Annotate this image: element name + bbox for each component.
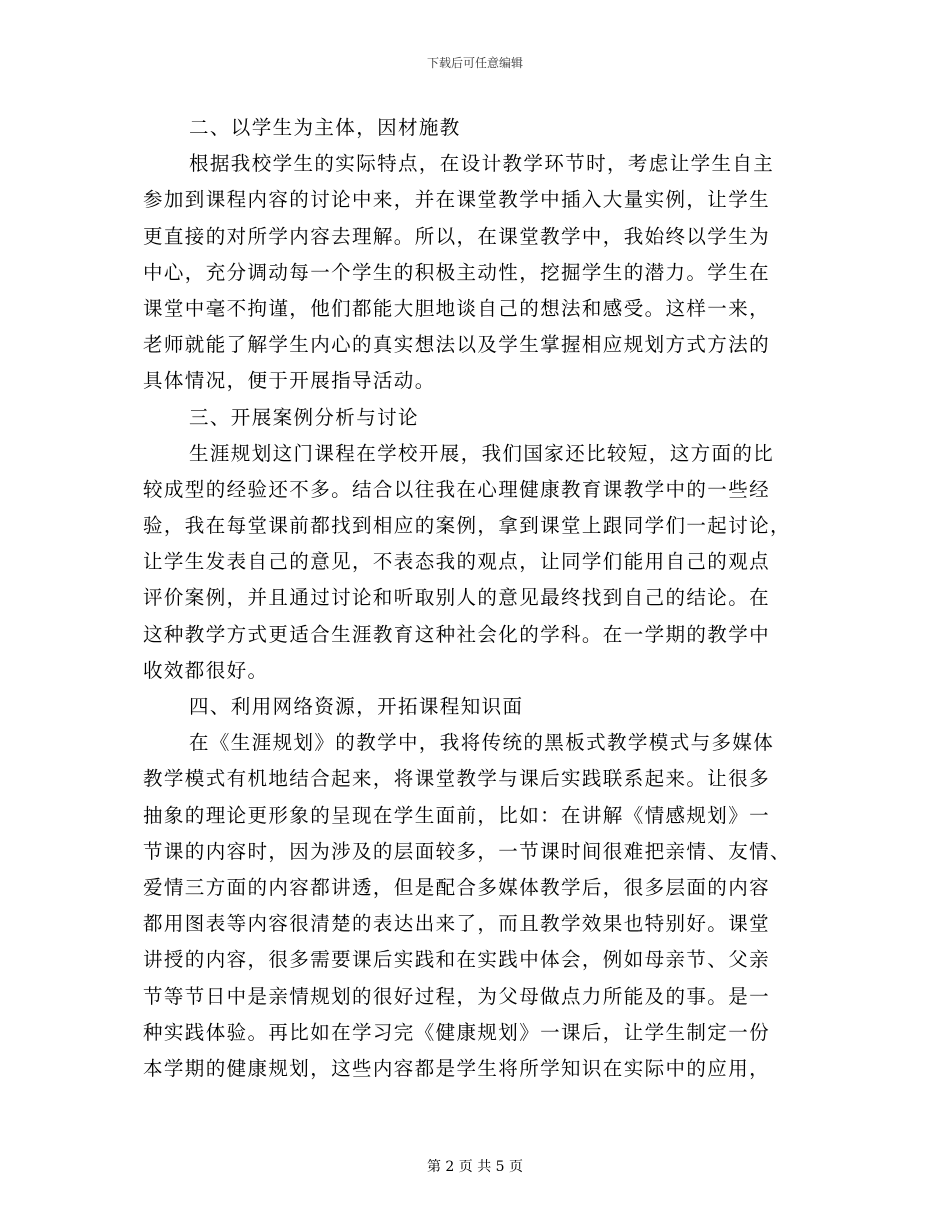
paragraph-line: 较成型的经验还不多。结合以往我在心理健康教育课教学中的一些经 <box>143 477 771 501</box>
paragraph-line: 评价案例，并且通过讨论和听取别人的意见最终找到自己的结论。在 <box>143 586 771 610</box>
paragraph-line: 本学期的健康规划，这些内容都是学生将所学知识在实际中的应用， <box>143 1056 771 1080</box>
paragraph-line: 讲授的内容，很多需要课后实践和在实践中体会，例如母亲节、父亲 <box>143 948 771 972</box>
document-body <box>143 110 813 1087</box>
paragraph-line: 根据我校学生的实际特点，在设计教学环节时，考虑让学生自主 <box>189 152 775 176</box>
paragraph-line: 让学生发表自己的意见，不表态我的观点，让同学们能用自己的观点 <box>143 550 771 574</box>
paragraph-line: 收效都很好。 <box>143 658 269 682</box>
paragraph-line: 课堂中毫不拘谨，他们都能大胆地谈自己的想法和感受。这样一来， <box>143 296 771 320</box>
section-heading-4: 四、利用网络资源，开拓课程知识面 <box>189 695 524 718</box>
paragraph-line: 种实践体验。再比如在学习完《健康规划》一课后，让学生制定一份 <box>143 1020 771 1044</box>
paragraph-line: 生涯规划这门课程在学校开展，我们国家还比较短，这方面的比 <box>189 441 775 465</box>
paragraph-line: 节课的内容时，因为涉及的层面较多，一节课时间很难把亲情、友情、 <box>143 839 791 863</box>
page-footer: 第 2 页 共 5 页 <box>426 1159 524 1175</box>
paragraph-line: 在《生涯规划》的教学中，我将传统的黑板式教学模式与多媒体 <box>189 731 775 755</box>
paragraph-line: 教学模式有机地结合起来，将课堂教学与课后实践联系起来。让很多 <box>143 767 771 791</box>
paragraph-line: 老师就能了解学生内心的真实想法以及学生掌握相应规划方式方法的 <box>143 333 771 357</box>
section-heading-3: 三、开展案例分析与讨论 <box>189 405 419 429</box>
paragraph-line: 中心，充分调动每一个学生的积极主动性，挖掘学生的潜力。学生在 <box>143 260 771 284</box>
paragraph-line: 都用图表等内容很清楚的表达出来了，而且教学效果也特别好。课堂 <box>143 912 771 936</box>
paragraph-line: 节等节日中是亲情规划的很好过程，为父母做点力所能及的事。是一 <box>143 984 771 1008</box>
paragraph-line: 具体情况，便于开展指导活动。 <box>143 369 436 393</box>
paragraph-line: 爱情三方面的内容都讲透，但是配合多媒体教学后，很多层面的内容 <box>143 875 771 899</box>
paragraph-line: 验，我在每堂课前都找到相应的案例，拿到课堂上跟同学们一起讨论， <box>143 514 791 538</box>
paragraph-line: 参加到课程内容的讨论中来，并在课堂教学中插入大量实例，让学生 <box>143 188 771 212</box>
paragraph-line: 更直接的对所学内容去理解。所以，在课堂教学中，我始终以学生为 <box>143 224 771 248</box>
paragraph-line: 这种教学方式更适合生涯教育这种社会化的学科。在一学期的教学中 <box>143 622 771 646</box>
page-header: 下载后可任意编辑 <box>426 56 523 70</box>
section-heading-2: 二、以学生为主体，因材施教 <box>189 116 461 139</box>
paragraph-line: 抽象的理论更形象的呈现在学生面前，比如：在讲解《情感规划》一 <box>143 803 771 827</box>
